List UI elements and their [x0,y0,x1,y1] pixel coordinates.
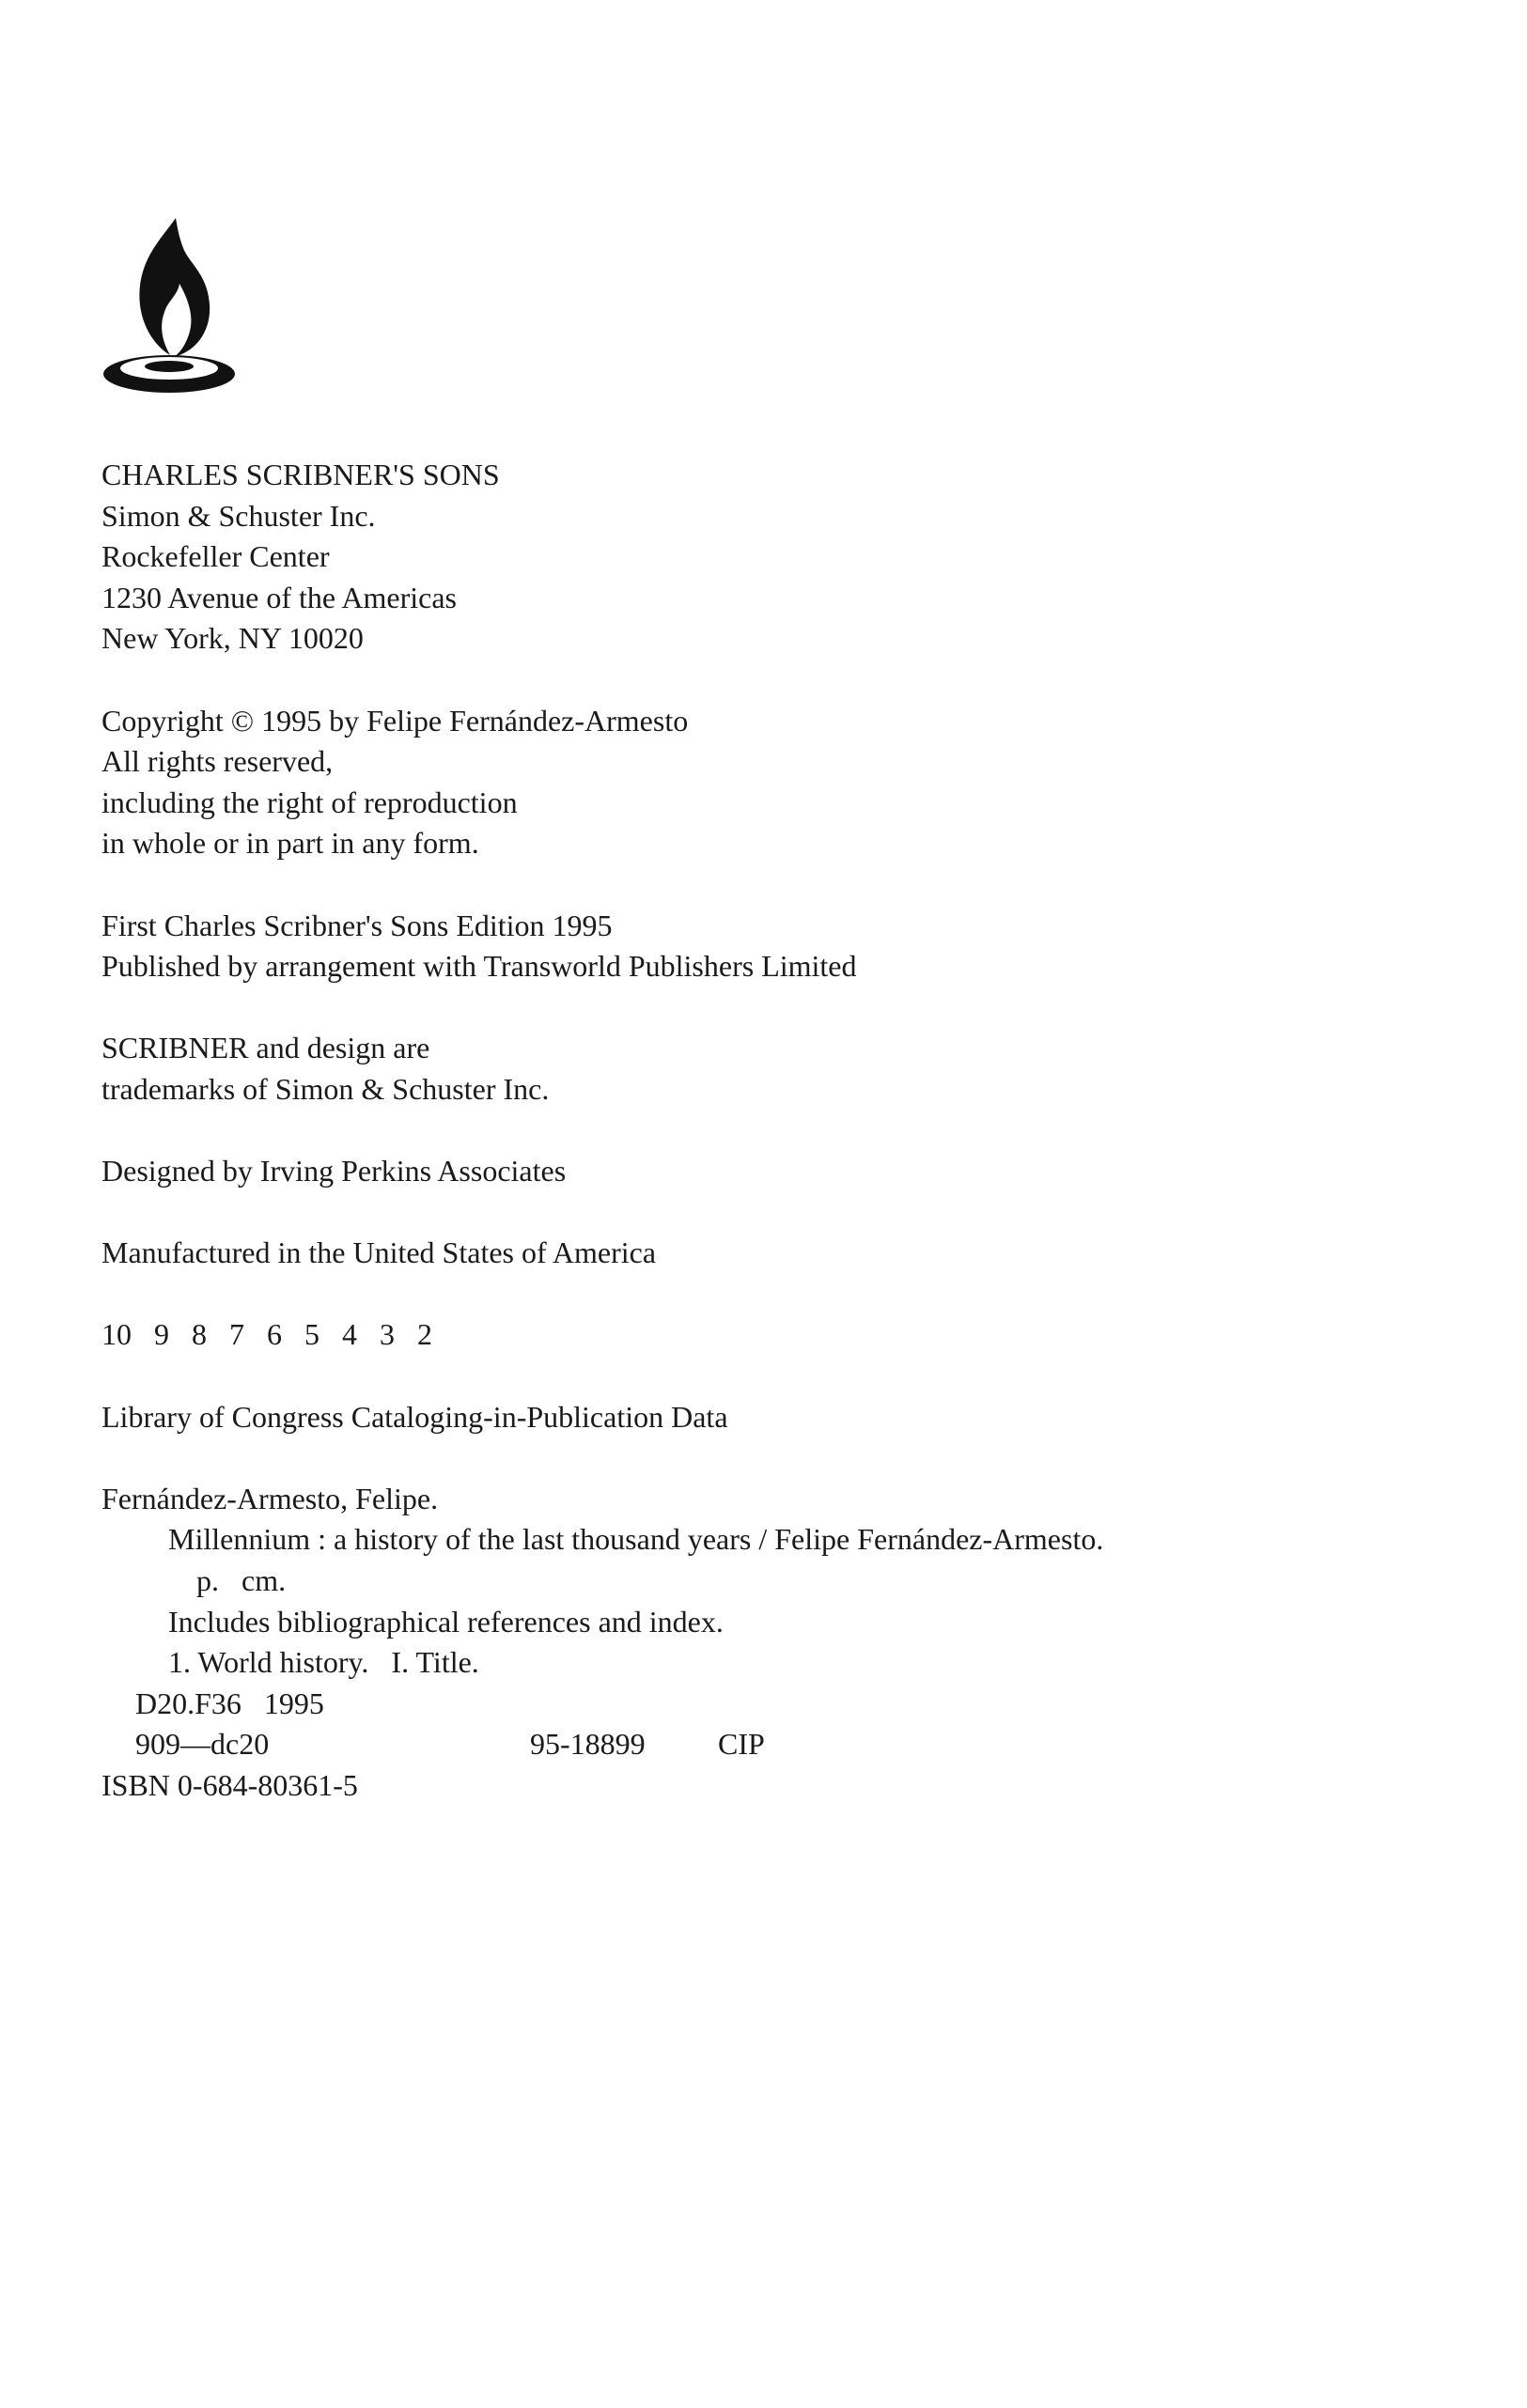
trademark-line-2: trademarks of Simon & Schuster Inc. [101,1071,550,1106]
cip-dewey: 909—dc20 [135,1727,270,1762]
printing-number: 7 [229,1317,244,1352]
printing-number: 9 [154,1317,169,1352]
cip-heading-block [101,1397,1417,1438]
form-line: in whole or in part in any form. [101,826,479,861]
printing-number: 5 [304,1317,319,1352]
trademark-notice [101,1028,1417,1110]
printing-number: 2 [417,1317,432,1352]
cip-label: CIP [718,1727,765,1762]
designer-credit [101,1151,1417,1192]
copyright-line: Copyright © 1995 by Felipe Fernández-Armesto [101,703,689,738]
arrangement-line: Published by arrangement with Transworld Publishers Limited [101,949,857,984]
printing-number: 4 [342,1317,357,1352]
printing-number: 3 [380,1317,395,1352]
cip-heading: Library of Congress Cataloging-in-Publication Data [101,1399,728,1434]
printing-number: 8 [192,1317,207,1352]
printing-number: 10 [101,1317,132,1352]
cip-pages: p. cm. [196,1563,287,1598]
publisher-parent: Simon & Schuster Inc. [101,498,376,533]
designer-line: Designed by Irving Perkins Associates [101,1154,567,1188]
cip-title: Millennium : a history of the last thousand years / Felipe Fernández-Armesto. [168,1522,1104,1557]
cip-record [101,1479,1417,1807]
flame-torch-icon [99,214,240,402]
rights-line: All rights reserved, [101,744,334,779]
reproduction-line: including the right of reproduction [101,785,518,819]
printing-number: 6 [267,1317,282,1352]
cip-notes: Includes bibliographical references and index. [168,1604,724,1639]
manufactured-line: Manufactured in the United States of America [101,1235,657,1270]
cip-dewey-row [101,1724,1417,1765]
copyright-notice [101,701,1417,864]
trademark-line-1: SCRIBNER and design are [101,1031,430,1065]
publisher-address [101,455,1417,660]
publisher-building: Rockefeller Center [101,539,330,574]
publisher-city: New York, NY 10020 [101,621,364,656]
publisher-name: CHARLES SCRIBNER'S SONS [101,458,500,491]
edition-line: First Charles Scribner's Sons Edition 1995 [101,908,613,942]
cip-classification: D20.F36 1995 [135,1686,324,1720]
cip-subjects: 1. World history. I. Title. [168,1645,479,1680]
manufacture-notice [101,1233,1417,1274]
isbn: ISBN 0-684-80361-5 [101,1768,358,1802]
cip-lccn: 95-18899 [530,1727,646,1762]
copyright-text [101,455,1417,1847]
edition-notice [101,906,1417,987]
printing-line [101,1314,1417,1356]
publisher-street: 1230 Avenue of the Americas [101,580,457,614]
cip-author: Fernández-Armesto, Felipe. [101,1481,439,1515]
